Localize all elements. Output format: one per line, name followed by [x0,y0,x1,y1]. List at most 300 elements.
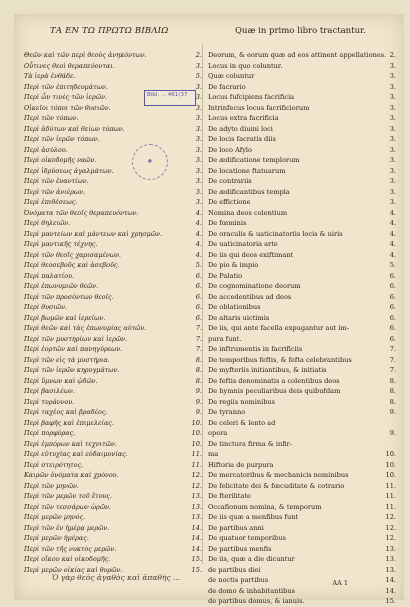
latin-entry-text: de partibus diei [208,565,261,574]
latin-entry-page: 3. [389,135,396,143]
latin-entry-text: De pio & impio [208,261,259,269]
latin-entry-page: 6. [389,271,396,280]
greek-entry [24,313,202,324]
greek-entry [24,365,202,376]
greek-entry-page: 7. [195,345,202,353]
latin-entry [208,260,400,271]
greek-entry [24,491,202,502]
latin-entry-text: De iis qui deos exiftimant [208,250,294,259]
greek-entry-page: 2. [195,51,202,59]
latin-entry-page: 7. [389,355,396,364]
greek-entry [24,260,202,271]
latin-entry-page: 6. [389,292,396,301]
greek-entry-text: Περὶ θεῶν καὶ τὰς ἐπωνυμίας αὐτῶν. [24,324,147,332]
latin-entry-text: Deorum, & eorum quæ ad eos attinent appellationes. [208,51,387,59]
latin-entry [208,281,400,292]
latin-entry [208,439,400,450]
latin-entry-page: 8. [389,387,396,395]
latin-entry-page: 12. [385,513,396,521]
greek-entry [24,376,202,387]
latin-entry-page: 7. [389,345,396,353]
greek-entry-text: Περὶ μαντείων καὶ μάντεων καὶ χρησμῶν. [24,229,162,238]
greek-entry [24,386,202,397]
greek-entry-text: Περὶ τυράννου. [24,397,75,406]
latin-entry [208,502,400,513]
greek-entry-text: Περὶ θεοσεβοῦς καὶ ἀσεβοῦς. [24,261,120,269]
latin-entry [208,176,400,187]
greek-entry-page: 3. [195,145,202,154]
greek-entry-text: Περὶ μερῶν οἰκίας καὶ θυρῶν. [24,565,123,574]
latin-entry [208,449,400,460]
greek-entry [24,61,202,72]
greek-entry [24,208,202,219]
latin-entry-text: de domo & inhabitantibus [208,586,295,595]
latin-entry-text: De inftrumentis in facrificiis [208,345,303,353]
latin-entry-page: 13. [385,544,396,553]
latin-entry [208,134,400,145]
greek-entry-page: 11. [191,460,202,469]
greek-entry-text: Περὶ ὧν τινὲς τῶν ἱερῶν. [24,93,107,101]
greek-entry-page: 9. [195,387,202,395]
greek-entry-text: Περὶ πορφύρας. [24,429,76,437]
greek-entry-page: 9. [195,397,202,406]
greek-entry-page: 3. [195,61,202,70]
latin-entry-text: de partibus domus, & ianuis. [208,597,305,605]
latin-entry [208,418,400,429]
latin-entry-page: 6. [389,324,396,332]
latin-entry-page: 9. [389,429,396,437]
latin-entry-page: 3. [389,82,396,91]
greek-entry-text: Περὶ τῶν μυστηρίων καὶ ἱερῶν. [24,334,127,343]
latin-entry-text: De partibus anni [208,523,264,532]
greek-entry-text: Ὀνόματα τῶν θεοῖς θεραπευόντων. [24,208,139,217]
greek-entry-text: Περὶ ἐμπόρων καὶ τεχνιτῶν. [24,439,117,448]
greek-entry-text: Περὶ ἀδύτων καὶ θείων τόπων. [24,124,125,133]
latin-header: Quæ in primo libro tractantur. [235,26,366,36]
latin-entry [208,71,400,82]
greek-entry-text: Περὶ τῶν τεσσάρων ὡρῶν. [24,502,111,511]
latin-entry [208,575,400,586]
latin-entry-page: 3. [389,124,396,133]
greek-entry-page: 3. [195,187,202,196]
latin-entry [208,523,400,534]
latin-entry-text: Locus fufcipiens facrificia [208,93,295,101]
greek-header: ΤΑ ΕΝ ΤΩ ΠΡΩΤΩ ΒΙΒΛΙΩ [50,26,169,36]
latin-entry-page: 14. [385,586,396,595]
latin-entry-page: 2. [389,51,396,59]
greek-entry-page: 8. [195,355,202,364]
latin-entry [208,365,400,376]
latin-entry [208,334,400,345]
latin-entry [208,586,400,597]
latin-entry-text: De regiis nominibus [208,397,276,406]
latin-entry [208,187,400,198]
greek-entry [24,155,202,166]
greek-entry-text: Περὶ ταχέος καὶ βραδέος. [24,408,108,416]
latin-entry-page: 8. [389,376,396,385]
latin-entry-page: 11. [385,502,396,511]
latin-entry-text: Quæ coluntur [208,72,255,80]
greek-entry-page: 7. [195,324,202,332]
latin-entry [208,512,400,523]
greek-entry-text: Περὶ βαφῆς καὶ ἐπιμελείας. [24,418,114,427]
greek-entry-text: Περὶ τῶν ἐν ἡμέρᾳ μερῶν. [24,523,110,532]
latin-entry [208,481,400,492]
greek-entry-text: Τὰ ἱερὰ ἐνθάδε. [24,72,76,80]
latin-entry-page: 3. [389,187,396,196]
greek-entry [24,323,202,334]
greek-entry-text: Περὶ μερῶν μηνός. [24,513,86,521]
greek-entry-page: 7. [195,334,202,343]
latin-entry-page: 3. [389,61,396,70]
latin-entry-text: De altaris uictimis [208,313,270,322]
latin-entry [208,491,400,502]
latin-entry-text: De iis quæ a menfibus funt [208,513,299,521]
latin-entry-page: 3. [389,145,396,154]
latin-entry-text: De effictione [208,198,251,206]
latin-entry-text: De mercatoribus & mechanicis nominibus [208,471,349,479]
greek-entry-page: 3. [195,124,202,133]
greek-entry [24,302,202,313]
latin-entry [208,554,400,565]
greek-entry-text: Περὶ εὐτυχίας καὶ εὐδαιμονίας. [24,450,128,458]
greek-entry-page: 4. [195,229,202,238]
greek-entry-page: 15. [191,555,202,563]
greek-entry-page: 3. [195,177,202,185]
greek-entry-page: 11. [191,450,202,458]
greek-entry-text: Περὶ οἰκοδομῆς ναῶν. [24,156,97,164]
greek-entry-page: 6. [195,271,202,280]
latin-entry-page: 6. [389,313,396,322]
greek-entry-page: 12. [191,471,202,479]
greek-entry-page: 3. [195,114,202,122]
latin-entry [208,250,400,261]
latin-entry-text: De cognominatione deorum [208,282,301,290]
greek-entry-text: Περὶ ἐπιθέσεως. [24,198,78,206]
greek-entry-page: 6. [195,292,202,301]
greek-entry [24,197,202,208]
latin-entry [208,155,400,166]
greek-entry-text: Περὶ τῶν μερῶν τοῦ ἔτους. [24,492,113,500]
greek-entry [24,229,202,240]
latin-entry [208,50,400,61]
greek-entry-text: Οὗτινες θεοὶ θεραπεύονται. [24,61,115,70]
greek-entry-text: Περὶ παλατίου. [24,271,74,280]
latin-entry-page: 3. [389,177,396,185]
latin-entry [208,397,400,408]
greek-entry-page: 13. [191,502,202,511]
greek-entry-page: 3. [195,166,202,175]
greek-entry-page: 6. [195,313,202,322]
latin-entry-page: 8. [389,397,396,406]
greek-entry-page: 14. [191,534,202,542]
greek-entry-page: 4. [195,208,202,217]
latin-entry [208,344,400,355]
latin-entry [208,533,400,544]
latin-entry [208,386,400,397]
greek-entry-text: Περὶ θηλειῶν. [24,219,71,227]
greek-entry [24,481,202,492]
latin-entry-page: 13. [385,555,396,563]
latin-entry [208,208,400,219]
latin-entry-page: 4. [389,208,396,217]
library-stamp: Bibl. ... 461(37 [144,90,196,106]
latin-entry-page: 4. [389,250,396,259]
greek-entry [24,218,202,229]
latin-entry [208,218,400,229]
latin-entry-text: De hymnis peculiaribus deis quibufdam [208,387,341,395]
latin-entry-text: De fterilitate [208,492,251,500]
latin-entry-page: 3. [389,166,396,175]
latin-entry [208,229,400,240]
latin-entry-text: De partibus menfis [208,544,272,553]
latin-entry [208,376,400,387]
greek-entry [24,533,202,544]
greek-entry-text: Περὶ τῶν εἰς τὰ μυστήρια. [24,355,110,364]
greek-entry [24,292,202,303]
greek-entry-text: Περὶ τῶν ἱερῶν τόπων. [24,135,100,143]
latin-entry [208,197,400,208]
greek-entry [24,271,202,282]
latin-entry-text: De adyto diuini loci [208,124,273,133]
latin-entry [208,292,400,303]
greek-entry-page: 4. [195,250,202,259]
greek-entry-text: Περὶ τῶν τόπων. [24,114,79,122]
handwritten-note: Ὁ γὰρ θεὸς ἀγαθὸς καὶ ἀπαθὴς ... [52,573,181,582]
latin-entry-text: De Palatio [208,271,243,280]
latin-entry-text: De iis, qui ante facella expugantur aut im- [208,324,349,332]
greek-entry-text: Περὶ ἐπωνυμιῶν θεῶν. [24,282,99,290]
greek-entry-page: 8. [195,366,202,374]
latin-entry-page: 13. [385,565,396,574]
latin-entry-text: De loco Afylo [208,145,253,154]
greek-entry-text: Περὶ ἀσύλου. [24,145,68,154]
latin-entry [208,565,400,576]
greek-entry-page: 4. [195,219,202,227]
latin-entry-text: De locis facratis diis [208,135,276,143]
latin-entry-text: Intrinfecus locus facrificiorum [208,103,310,112]
latin-entry-text: De locatione ftatuarum [208,166,286,175]
greek-entry-page: 8. [195,376,202,385]
greek-entry-text: Περὶ τῶν ἱερῶν κηρυγμάτων. [24,366,120,374]
greek-entry [24,239,202,250]
greek-entry-page: 14. [191,523,202,532]
latin-entry-page: 3. [389,93,396,101]
latin-entry-page: 5. [389,261,396,269]
latin-entry [208,271,400,282]
latin-entry [208,124,400,135]
latin-entry-page: 12. [385,523,396,532]
latin-entry-text: De myfteriis initiantibus, & initiatis [208,366,327,374]
latin-entry [208,355,400,366]
greek-entry [24,418,202,429]
greek-entry [24,355,202,366]
latin-entry-text: opera [208,429,228,437]
latin-entry-page: 10. [385,450,396,458]
latin-entry-page: 6. [389,334,396,343]
greek-entry-text: Περὶ βωμῶν καὶ ἱερείων. [24,313,106,322]
latin-entry-page: 3. [389,198,396,206]
greek-entry-text: Περὶ τῶν ἀνιέρων. [24,187,85,196]
latin-entry-page: 3. [389,114,396,122]
latin-entry-text: De celeri & lento ad [208,418,276,427]
greek-entry [24,554,202,565]
latin-entry [208,302,400,313]
latin-entry-page: 15. [385,597,396,605]
latin-column [208,50,400,607]
greek-entry-text: Περὶ ὕμνων καὶ ᾠδῶν. [24,376,98,385]
greek-column [24,50,202,575]
greek-entry [24,512,202,523]
greek-entry-text: Περὶ μαντικῆς τέχνης. [24,240,98,248]
greek-entry [24,187,202,198]
latin-entry-text: pura funt. [208,334,242,343]
latin-entry-page: 12. [385,534,396,542]
latin-entry-text: De iis, quæ a die dicuntur [208,555,295,563]
greek-entry-page: 13. [191,492,202,500]
greek-entry [24,166,202,177]
greek-entry [24,439,202,450]
latin-entry-text: De temporibus feftis, & fefta celebrantibus [208,355,352,364]
latin-entry [208,113,400,124]
latin-entry-text: De oraculis & uaticinatoriis locis & uiris [208,229,343,238]
greek-entry-page: 5. [195,72,202,80]
greek-entry-text: Οἰκεῖοι τόποι τῶν θυσιῶν. [24,103,111,112]
latin-entry-page: 14. [385,576,396,584]
latin-entry-text: De tyranno [208,408,246,416]
latin-entry [208,239,400,250]
greek-entry-page: 6. [195,282,202,290]
greek-entry-page: 3. [195,135,202,143]
greek-entry-page: 14. [191,544,202,553]
greek-entry-page: 3. [195,82,202,91]
latin-entry [208,61,400,72]
greek-entry-text: Περὶ μερῶν ἡμέρας. [24,534,89,542]
greek-entry [24,334,202,345]
greek-entry-text: Περὶ τῶν μηνῶν. [24,481,79,490]
greek-entry-text: Περὶ τῶν ἐπιτηδευμάτων. [24,82,108,91]
latin-entry-text: De fœminis [208,219,247,227]
latin-entry-text: De contrariis [208,177,252,185]
greek-entry [24,449,202,460]
greek-entry [24,134,202,145]
greek-entry-page: 10. [191,439,202,448]
greek-entry [24,470,202,481]
latin-entry-text: De facrario [208,82,246,91]
latin-entry-text: De felicitate dei & fœcuditate & cotrario [208,481,345,490]
latin-entry-text: Occafionum nomina, & temporum [208,502,322,511]
latin-entry-page: 11. [385,492,396,500]
column-divider [202,44,203,564]
greek-entry-page: 15. [191,565,202,574]
latin-entry-text: Nomina deos colentium [208,208,288,217]
greek-entry-page: 10. [191,418,202,427]
greek-entry [24,397,202,408]
latin-entry-page: 3. [389,72,396,80]
greek-entry [24,344,202,355]
latin-entry-text: de noctis partibus [208,576,269,584]
latin-entry [208,145,400,156]
greek-entry-text: Καιρῶν ὀνόματα καὶ χρόνου. [24,471,119,479]
greek-entry-page: 3. [195,156,202,164]
latin-entry-text: De uaticinatoria arte [208,240,278,248]
latin-entry-page: 3. [389,156,396,164]
latin-entry-page: 4. [389,219,396,227]
greek-entry-page: 9. [195,408,202,416]
latin-entry-page: 11. [385,481,396,490]
latin-entry [208,407,400,418]
latin-entry [208,596,400,607]
latin-entry [208,460,400,471]
latin-entry-text: Locus in quo coluntur. [208,61,283,70]
round-library-stamp: ● [132,144,168,180]
latin-entry-text: Hiftoria de purpura [208,460,274,469]
latin-entry-page: 3. [389,103,396,112]
latin-entry [208,313,400,324]
greek-entry-text: Περὶ τῶν ἐναντίων. [24,177,89,185]
greek-entry-page: 6. [195,303,202,311]
greek-entry [24,460,202,471]
greek-entry-page: 3. [195,103,202,112]
greek-entry [24,113,202,124]
greek-entry-text: Περὶ ἱδρύσεως ἀγαλμάτων. [24,166,114,175]
book-page [14,14,404,605]
greek-entry [24,281,202,292]
greek-entry [24,544,202,555]
greek-entry [24,502,202,513]
greek-entry-text: Περὶ θυσιῶν. [24,303,68,311]
greek-entry-page: 3. [195,198,202,206]
latin-entry-text: ma [208,450,219,458]
greek-entry [24,145,202,156]
greek-entry-text: Περὶ στειρότητος. [24,460,84,469]
greek-entry [24,50,202,61]
latin-entry-page: 4. [389,240,396,248]
greek-entry-page: 4. [195,240,202,248]
greek-entry-text: Περὶ βασιλέων. [24,387,75,395]
latin-entry-text: De accedentibus ad deos [208,292,292,301]
latin-entry-text: De ædificantibus templa [208,187,290,196]
latin-entry-page: 9. [389,408,396,416]
latin-entry-page: 10. [385,471,396,479]
greek-entry-text: Περὶ οἴκου καὶ οἰκοδομῆς. [24,555,111,563]
greek-entry-page: 5. [195,261,202,269]
greek-entry-text: Περὶ τῶν τῆς νυκτὸς μερῶν. [24,544,117,553]
greek-entry-page: 13. [191,513,202,521]
latin-entry [208,82,400,93]
latin-entry-page: 7. [389,366,396,374]
greek-entry-page: 10. [191,429,202,437]
latin-entry-text: De ædificatione templorum [208,156,300,164]
greek-entry-text: Θεῶν καὶ τῶν περὶ θεοὺς ἀνηκόντων. [24,51,147,59]
greek-entry [24,71,202,82]
greek-entry-page: 12. [191,481,202,490]
signature-mark: AA 1 [332,579,348,587]
latin-entry-page: 6. [389,303,396,311]
greek-entry [24,428,202,439]
latin-entry-text: De oblationibus [208,303,261,311]
greek-entry [24,250,202,261]
greek-entry [24,523,202,534]
latin-entry-text: De feftis denominatis a colentibus deos [208,376,340,385]
greek-entry-text: Περὶ τῶν θεοῖς χαρισαμένων. [24,250,121,259]
greek-entry-page: 3. [195,93,202,101]
latin-entry [208,470,400,481]
latin-entry-page: 4. [389,229,396,238]
latin-entry-text: De tinctura firma & infir- [208,439,292,448]
greek-entry [24,407,202,418]
latin-entry [208,544,400,555]
